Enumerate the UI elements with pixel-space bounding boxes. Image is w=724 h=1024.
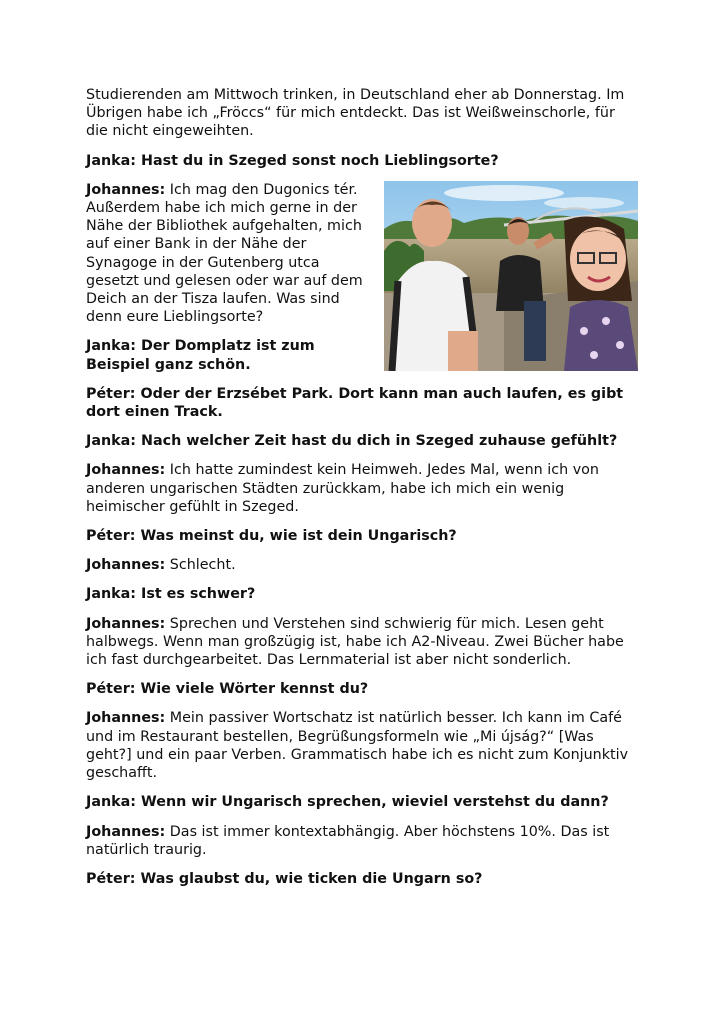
document-page [86,86,638,888]
answer-zuhause [86,461,638,516]
speaker-label: Johannes: [86,710,166,727]
question-domplatz: Janka: Der Domplatz ist zum Beispiel ganz schön. [86,338,315,373]
speaker-label: Johannes: [86,462,166,479]
intro-paragraph: Studierenden am Mittwoch trinken, in Deutschland eher ab Donnerstag. Im Übrigen habe ich „Fröccs“ für mich entdeckt. Das ist Weißweinschorle, für die nicht eingeweihten. [86,87,625,140]
group-selfie-photo [384,181,638,371]
answer-text: Sprechen und Verstehen sind schwierig für mich. Lesen geht halbwegs. Wenn man großzügig ist, habe ich A2-Niveau. Zwei Bücher habe ich fast durchgearbeitet. Das Lernmaterial ist aber nicht sonderlich. [86,615,624,669]
question-woerter: Péter: Wie viele Wörter kennst du? [86,681,369,698]
answer-text: Ich mag den Dugonics tér. Außerdem habe ich mich gerne in der Nähe der Bibliothek aufgehalten, mich auf einer Bank in der Nähe der Synagoge in der Gutenberg utca gesetzt und gelesen oder war auf dem Deich an der Tisza laufen. Was sind denn eure Lieblingsorte? [86,181,363,326]
answer-schwer [86,615,638,670]
question-schwer: Janka: Ist es schwer? [86,586,256,603]
speaker-label: Johannes: [86,181,166,198]
question-ungarn: Péter: Was glaubst du, wie ticken die Ungarn so? [86,870,483,887]
answer-lieblingsorte [86,181,366,327]
answer-text: Schlecht. [165,557,236,574]
answer-verstehen [86,823,638,859]
answer-woerter [86,709,638,782]
answer-with-photo [86,181,638,374]
speaker-label: Johannes: [86,823,166,840]
question-verstehen: Janka: Wenn wir Ungarisch sprechen, wieviel verstehst du dann? [86,794,609,811]
question-erzsebet-park: Péter: Oder der Erzsébet Park. Dort kann man auch laufen, es gibt dort einen Track. [86,385,624,421]
question-lieblingsorte: Janka: Hast du in Szeged sonst noch Lieblingsorte? [86,152,499,169]
answer-text: Das ist immer kontextabhängig. Aber höchstens 10%. Das ist natürlich traurig. [86,823,610,858]
question-zuhause: Janka: Nach welcher Zeit hast du dich in Szeged zuhause gefühlt? [86,433,618,450]
answer-text: Ich hatte zumindest kein Heimweh. Jedes Mal, wenn ich von anderen ungarischen Städten zurückkam, habe ich mich ein wenig heimischer gefühlt in Szeged. [86,462,599,515]
question-ungarisch: Péter: Was meinst du, wie ist dein Ungarisch? [86,528,457,545]
answer-text: Mein passiver Wortschatz ist natürlich besser. Ich kann im Café und im Restaurant bestellen, Begrüßungsformeln wie „Mi újság?“ [Was geht?] und ein paar Verben. Grammatisch habe ich es nicht zum Konjunktiv geschafft. [86,710,629,782]
speaker-label: Johannes: [86,615,166,632]
speaker-label: Johannes: [86,557,166,574]
answer-ungarisch [86,556,638,574]
